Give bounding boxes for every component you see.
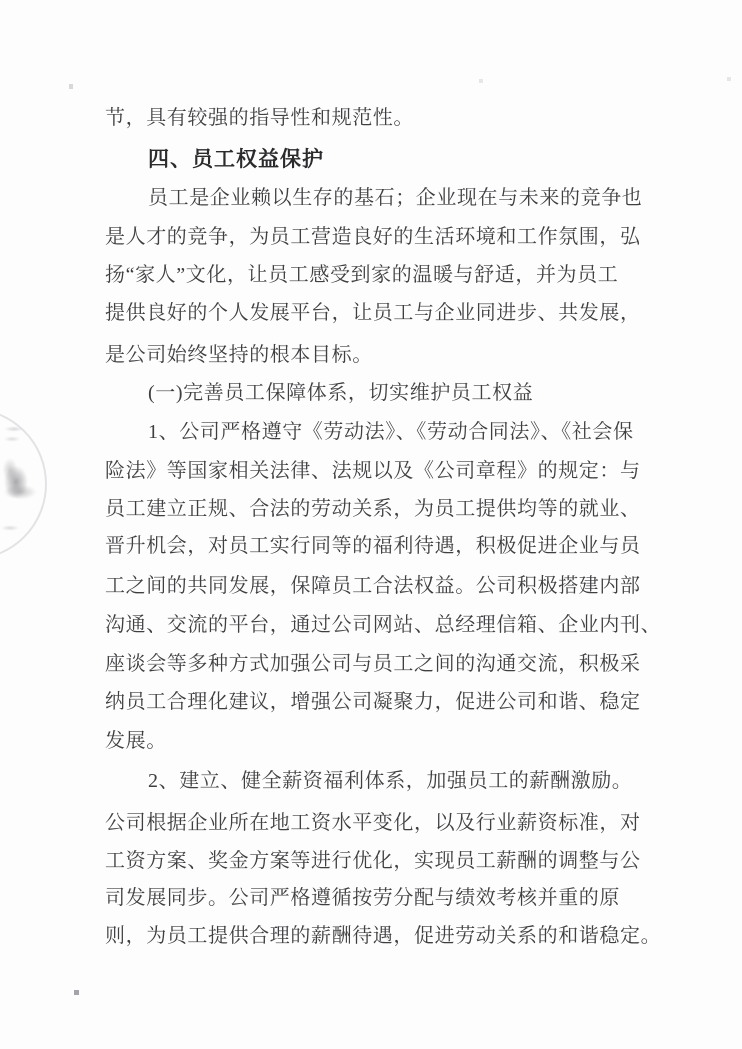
text-line: 1、公司严格遵守《劳动法》、《劳动合同法》、《社会保 [148, 421, 634, 443]
text-line: 则，为员工提供合理的薪酬待遇，促进劳动关系的和谐稳定。 [105, 925, 662, 947]
text-line: 工资方案、奖金方案等进行优化，实现员工薪酬的调整与公 [105, 850, 641, 872]
text-line: 公司根据企业所在地工资水平变化，以及行业薪资标准，对 [105, 812, 641, 834]
scanner-speck [74, 990, 79, 995]
text-line: 险法》等国家相关法律、法规以及《公司章程》的规定：与 [105, 460, 641, 482]
text-line: 员工建立正规、合法的劳动关系，为员工提供均等的就业、 [105, 498, 641, 520]
text-line: 是公司始终坚持的根本目标。 [105, 344, 373, 366]
text-line: 节，具有较强的指导性和规范性。 [105, 107, 414, 129]
scanner-speck [727, 77, 731, 81]
faint-stamp-text-artifact [0, 520, 30, 536]
text-line: 纳员工合理化建议，增强公司凝聚力，促进公司和谐、稳定 [105, 691, 641, 713]
faint-stamp-text-artifact [2, 424, 36, 446]
sub-heading-line: (一)完善员工保障体系，切实维护员工权益 [148, 382, 534, 404]
scanner-speck [479, 79, 483, 83]
text-line: 提供良好的个人发展平台，让员工与企业同进步、共发展， [105, 302, 641, 324]
text-line: 2、建立、健全薪资福利体系，加强员工的薪酬激励。 [148, 770, 633, 792]
text-line: 座谈会等多种方式加强公司与员工之间的沟通交流，积极采 [105, 653, 641, 675]
text-line: 是人才的竞争，为员工营造良好的生活环境和工作氛围，弘 [105, 226, 641, 248]
text-line: 员工是企业赖以生存的基石；企业现在与未来的竞争也 [148, 187, 643, 209]
pencil-smudge-artifact [0, 452, 46, 512]
scanner-speck [69, 84, 73, 89]
text-line: 工之间的共同发展，保障员工合法权益。公司积极搭建内部 [105, 575, 641, 597]
text-line: 司发展同步。公司严格遵循按劳分配与绩效考核并重的原 [105, 887, 620, 909]
text-line: 发展。 [105, 730, 167, 752]
section-heading: 四、员工权益保护 [148, 147, 324, 171]
text-line: 沟通、交流的平台，通过公司网站、总经理信箱、企业内刊、 [105, 614, 662, 636]
text-line: 扬“家人”文化，让员工感受到家的温暖与舒适，并为员工 [105, 264, 619, 286]
text-line: 晋升机会，对员工实行同等的福利待遇，积极促进企业与员 [105, 535, 641, 557]
